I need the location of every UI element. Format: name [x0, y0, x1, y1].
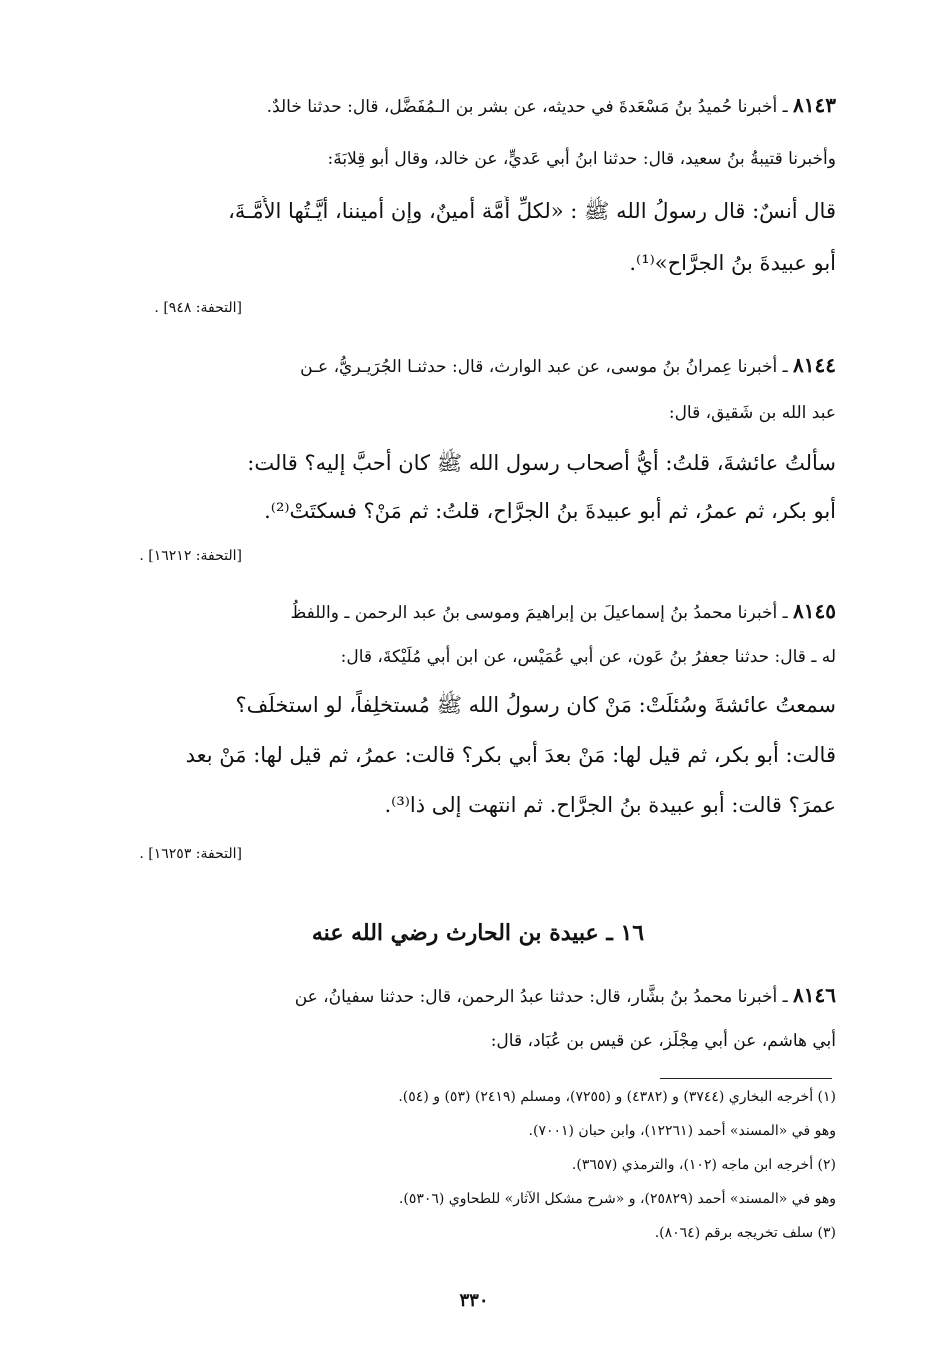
footnote-1-cont: وهو في «المسند» أحمد (١٢٢٦١)، وابن حبان (٧٠٠١). [528, 1123, 836, 1139]
hadith-8143-matn-line2: أبو عبيدةَ بنُ الجرَّاح»⁽¹⁾. [629, 251, 836, 275]
hadith-8145-isnad-line2: له ـ قال: حدثنا جعفرُ بنُ عَون، عن أبي عُمَيْس، عن ابن أبي مُلَيْكةَ، قال: [340, 647, 836, 667]
hadith-8144-tuhfa-ref: [التحفة: ١٦٢١٢] . [139, 548, 242, 564]
hadith-8146-isnad-line2: أبي هاشم، عن أبي مِجْلَز، عن قيس بن عُبَاد، قال: [490, 1031, 836, 1051]
isnad-text: ـ أخبرنا حُميدُ بنُ مَسْعَدةَ في حديثه، عن بشر بن الـمُفَضَّل، قال: حدثنا خالدٌ. [266, 97, 788, 117]
isnad-text: ـ أخبرنا محمدُ بنُ إسماعيلَ بن إبراهيمَ وموسى بنُ عبد الرحمن ـ واللفظُ [290, 603, 788, 623]
hadith-8144-isnad-line1 [120, 352, 836, 380]
page-number: ٣٣٠ [459, 1290, 489, 1311]
section-heading: ١٦ ـ عبيدة بن الحارث رضي الله عنه [311, 920, 645, 946]
hadith-8145-matn-line2: قالت: أبو بكر، ثم قيل لها: مَنْ بعدَ أبي بكر؟ قالت: عمرُ، ثم قيل لها: مَنْ بعد [185, 743, 836, 767]
footnote-divider [660, 1078, 832, 1079]
footnote-3: (٣) سلف تخريجه برقم (٨٠٦٤). [654, 1225, 836, 1241]
hadith-8143-tuhfa-ref: [التحفة: ٩٤٨] . [154, 300, 242, 316]
hadith-8143-isnad-line1 [120, 92, 836, 120]
isnad-text: ـ أخبرنا عِمرانُ بنُ موسى، عن عبد الوارث، قال: حدثنـا الجُرَيـريُّ، عـن [300, 357, 788, 377]
hadith-8143-matn-line1: قال أنسٌ: قال رسولُ الله ﷺ : «لكلِّ أُمَّة أمينٌ، وإن أميننا، أيَّـتُها الأُمَّـةَ، [228, 199, 836, 223]
hadith-8144-matn-line1: سألتُ عائشةَ، قلتُ: أيُّ أصحاب رسول الله ﷺ كان أحبَّ إليه؟ قالت: [247, 451, 836, 475]
hadith-number: ٨١٤٥ [793, 599, 836, 623]
hadith-8143-isnad-line2: وأخبرنا قتيبةُ بنُ سعيد، قال: حدثنا ابنُ أبي عَديٍّ، عن خالد، وقال أبو قِلابَةَ: [327, 149, 836, 169]
hadith-8144-isnad-line2: عبد الله بن شَقيق، قال: [668, 403, 836, 423]
hadith-8144-matn-line2: أبو بكر، ثم عمرُ، ثم أبو عبيدةَ بنُ الجرَّاح، قلتُ: ثم مَنْ؟ فسكتَتْ⁽²⁾. [264, 499, 836, 523]
hadith-number: ٨١٤٦ [793, 983, 836, 1007]
hadith-number: ٨١٤٣ [793, 93, 836, 117]
hadith-8145-matn-line3: عمرَ؟ قالت: أبو عبيدة بنُ الجرَّاح. ثم انتهت إلى ذا⁽³⁾. [384, 793, 836, 817]
footnote-1: (١) أخرجه البخاري (٣٧٤٤) و (٤٣٨٢) و (٧٢٥٥)، ومسلم (٢٤١٩) (٥٣) و (٥٤). [398, 1089, 836, 1105]
hadith-8145-isnad-line1 [120, 598, 836, 626]
hadith-8145-tuhfa-ref: [التحفة: ١٦٢٥٣] . [139, 846, 242, 862]
footnote-2: (٢) أخرجه ابن ماجه (١٠٢)، والترمذي (٣٦٥٧). [571, 1157, 836, 1173]
hadith-8146-isnad-line1 [120, 982, 836, 1010]
hadith-8145-matn-line1: سمعتُ عائشةَ وسُئلَتْ: مَنْ كان رسولُ الله ﷺ مُستخلِفاً، لو استخلَف؟ [235, 693, 836, 717]
footnote-2-cont: وهو في «المسند» أحمد (٢٥٨٢٩)، و «شرح مشكل الآثار» للطحاوي (٥٣٠٦). [398, 1191, 836, 1207]
hadith-number: ٨١٤٤ [793, 353, 836, 377]
isnad-text: ـ أخبرنا محمدُ بنُ بشَّار، قال: حدثنا عبدُ الرحمن، قال: حدثنا سفيانُ، عن [294, 987, 788, 1007]
